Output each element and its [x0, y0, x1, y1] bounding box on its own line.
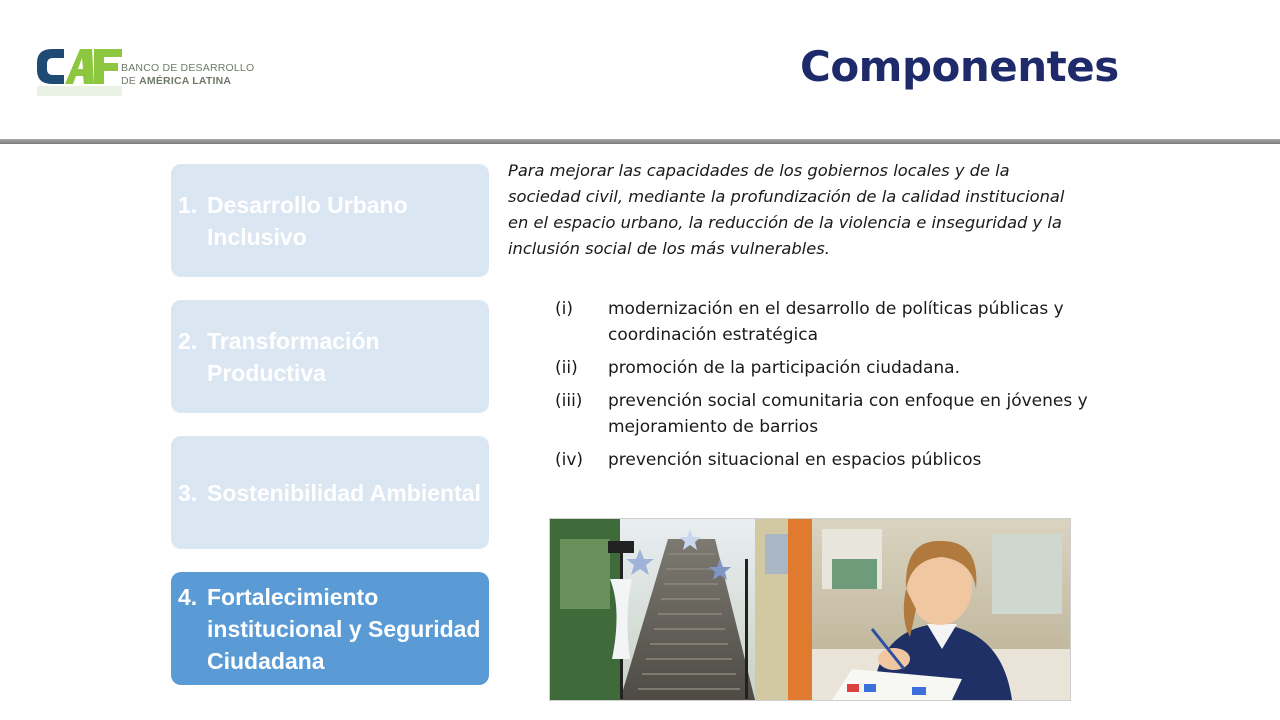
component-label: Desarrollo Urbano Inclusivo: [207, 191, 408, 250]
list-item: [555, 296, 1095, 348]
list-marker: (i): [555, 299, 573, 319]
list-item: [555, 388, 1095, 440]
list-item: [555, 355, 1095, 381]
list-marker: (ii): [555, 358, 578, 378]
header-divider: [0, 139, 1280, 144]
list-marker: (iv): [555, 450, 584, 470]
component-number: 3.: [178, 479, 198, 506]
caf-logo-mark: [34, 44, 124, 114]
component-card-1[interactable]: [171, 164, 489, 277]
list-text: prevención situacional en espacios públicos: [608, 450, 982, 470]
street-stairs-photo: [550, 519, 812, 700]
component-card-3[interactable]: [171, 436, 489, 549]
logo-line-1: BANCO DE DESARROLLO: [121, 62, 255, 74]
component-card-2[interactable]: [171, 300, 489, 413]
component-label: Transformación Productiva: [207, 327, 380, 386]
list-marker: (iii): [555, 391, 583, 411]
component-number: 2.: [178, 327, 198, 354]
component-label: Fortalecimiento institucional y Seguridad Ciudadana: [207, 583, 481, 674]
component-label: Sostenibilidad Ambiental: [207, 479, 481, 506]
list-text: prevención social comunitaria con enfoque en jóvenes y mejoramiento de barrios: [608, 391, 1088, 437]
photo-collage: [550, 519, 1070, 700]
component-card-4[interactable]: [171, 572, 489, 685]
list-text: modernización en el desarrollo de políticas públicas y coordinación estratégica: [608, 299, 1064, 345]
girl-writing-photo: [812, 519, 1070, 700]
component-number: 1.: [178, 191, 198, 218]
page-title: Componentes: [800, 42, 1119, 91]
component-number: 4.: [178, 583, 198, 610]
objectives-list: [555, 296, 1095, 480]
list-item: [555, 447, 1095, 473]
caf-logo: [34, 44, 264, 114]
intro-paragraph: Para mejorar las capacidades de los gobiernos locales y de la sociedad civil, mediante la profundización de la calidad institucional en el espacio urbano, la reducción de la violencia e inseguridad y la inclusión social de los más vulnerables.: [508, 161, 1065, 258]
list-text: promoción de la participación ciudadana.: [608, 358, 960, 378]
logo-line-2: DE AMÉRICA LATINA: [121, 75, 232, 87]
logo-text: [121, 62, 254, 88]
